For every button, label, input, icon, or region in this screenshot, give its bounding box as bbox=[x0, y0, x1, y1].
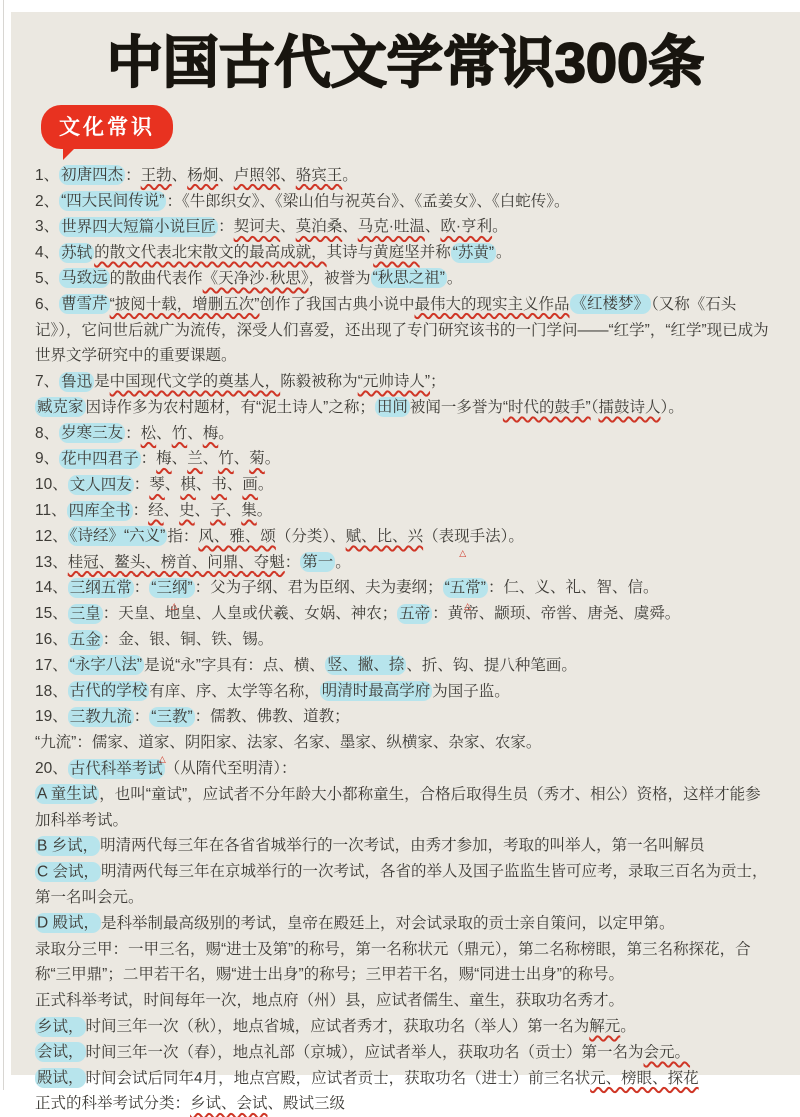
highlight-text: 三纲五常 bbox=[69, 579, 132, 597]
highlight-text: 会试， bbox=[37, 1043, 84, 1061]
text-segment: （表 bbox=[423, 527, 455, 545]
text-segment: ：黄帝、颛顼、帝喾、唐尧、虞舜。 bbox=[432, 605, 681, 623]
underlined-text: 画 bbox=[242, 476, 258, 494]
text-segment: 手法）。 bbox=[469, 527, 524, 545]
text-segment: 时间会试后同年4月，地点宫殿，应试者贡士，获取功名（进士）前三名状 bbox=[85, 1069, 591, 1087]
list-item bbox=[35, 756, 772, 782]
text-segment: 。 bbox=[256, 502, 273, 520]
highlight-text: 世界四大短篇小说巨匠 bbox=[61, 218, 217, 236]
highlight-text: 臧克家 bbox=[37, 398, 84, 416]
list-item bbox=[35, 421, 772, 447]
badge-tail-icon bbox=[63, 147, 76, 160]
list-item bbox=[35, 395, 772, 421]
underlined-text: 契诃夫 bbox=[233, 218, 281, 236]
text-segment: 其诗与 bbox=[326, 244, 374, 262]
list-item bbox=[35, 163, 772, 189]
text-segment: 因诗作多为农村题材，有“泥土诗人”之称； bbox=[85, 398, 375, 416]
text-segment: 的散曲代表作 bbox=[109, 269, 203, 287]
text-segment: ，被誉为 bbox=[308, 269, 371, 287]
text-segment: 19、 bbox=[35, 708, 68, 726]
list-item bbox=[35, 988, 772, 1014]
underlined-text: 松 bbox=[140, 424, 157, 442]
underlined-text: 的散文代表北宋散文的最高成就， bbox=[94, 244, 327, 262]
text-segment: 、 bbox=[202, 450, 219, 468]
highlight-text: “四大民间传说” bbox=[61, 192, 165, 210]
highlight-text: 田间 bbox=[376, 398, 408, 416]
content-list bbox=[35, 163, 772, 1117]
text-segment: 陈毅被称为 bbox=[280, 373, 358, 391]
underlined-text: 解元 bbox=[589, 1018, 621, 1036]
text-segment: 、殿试三级 bbox=[267, 1095, 346, 1113]
underlined-text: 史 bbox=[179, 502, 195, 520]
highlight-text: 花中四君子 bbox=[61, 450, 139, 468]
list-item bbox=[35, 653, 772, 679]
text-segment: 10、 bbox=[35, 476, 68, 494]
text-segment: 。 bbox=[257, 476, 274, 494]
highlight-text: “三纲” △ bbox=[149, 578, 194, 598]
text-segment: 。 bbox=[492, 218, 508, 236]
highlight-text: 文人四友 bbox=[69, 476, 132, 494]
list-item bbox=[35, 498, 772, 524]
underlined-text: 卢照邻 bbox=[233, 166, 281, 184]
list-item bbox=[35, 446, 772, 472]
underlined-text: 中国现代文学的奠基人， bbox=[109, 373, 281, 391]
highlight-text: 明清时最高学府 bbox=[321, 682, 431, 700]
list-item bbox=[35, 214, 772, 240]
text-segment: 。 bbox=[496, 244, 512, 262]
text-segment: 6、 bbox=[35, 295, 60, 313]
text-segment: 时间三年一次（秋），地点省城，应试者秀才，获取功名（举人）第一名为 bbox=[85, 1018, 590, 1036]
left-border-line bbox=[3, 0, 4, 1090]
underlined-text: 王勃 bbox=[140, 166, 172, 184]
highlight-text: 《红楼梦》 bbox=[571, 295, 650, 313]
underlined-text: 兰 bbox=[187, 450, 203, 468]
text-segment: 9、 bbox=[35, 450, 60, 468]
underlined-text: 欧·亨利 bbox=[440, 218, 493, 236]
text-segment: 8、 bbox=[35, 424, 60, 442]
text-segment: 。 bbox=[342, 166, 358, 184]
underlined-text: 桂冠、鳌头、榜首、问鼎、夺魁 bbox=[67, 553, 285, 571]
text-segment: 12、 bbox=[35, 527, 68, 545]
text-segment: 15、 bbox=[35, 605, 68, 623]
text-segment: 、 bbox=[187, 424, 203, 442]
text-segment: 。 bbox=[218, 424, 234, 442]
highlight-text: 竖、撇、捺 bbox=[326, 656, 405, 674]
list-item bbox=[35, 524, 772, 550]
highlight-text: 曹雪芹 bbox=[61, 295, 108, 313]
category-badge-label: 文化常识 bbox=[59, 115, 155, 139]
paper-background bbox=[11, 12, 800, 1113]
text-segment: 3、 bbox=[35, 218, 60, 236]
text-segment: 、 bbox=[280, 166, 296, 184]
list-item bbox=[35, 292, 772, 369]
text-segment: ：天皇、地皇、人皇或伏羲、女娲、神农； bbox=[102, 605, 398, 623]
underlined-text: 书 bbox=[211, 476, 227, 494]
underlined-text: “元帅诗人” bbox=[357, 373, 431, 391]
text-segment: ）。 bbox=[660, 398, 684, 416]
list-item bbox=[35, 627, 772, 653]
underlined-text: 梅 bbox=[202, 424, 219, 442]
list-item bbox=[35, 472, 772, 498]
list-item bbox=[35, 679, 772, 705]
highlight-text: 《诗经》“六义” bbox=[69, 527, 166, 545]
text-segment: 是说“永”字具有：点、横、 bbox=[144, 656, 325, 674]
text-segment: 正式科举考试，时间每年一次，地点府（州）县，应试者儒生、童生，获取功名秀才。 bbox=[35, 992, 625, 1010]
underlined-text: 集 bbox=[241, 502, 257, 520]
text-segment: 20、 bbox=[35, 760, 68, 778]
text-segment: 、 bbox=[225, 502, 242, 520]
highlight-text: 三皇 bbox=[69, 605, 101, 623]
text-segment: 、 bbox=[163, 502, 180, 520]
text-segment: 被闻一多誉为 bbox=[409, 398, 503, 416]
text-segment: 正式的科举考试分类： bbox=[35, 1095, 191, 1113]
text-segment: ； bbox=[430, 373, 446, 391]
highlight-text: 殿试， bbox=[37, 1069, 84, 1087]
highlight-text: 五帝 bbox=[399, 605, 431, 623]
text-segment: ： bbox=[133, 708, 150, 726]
text-segment: ： bbox=[140, 450, 157, 468]
text-segment: 。 bbox=[264, 450, 281, 468]
highlight-text: 马致远 bbox=[61, 269, 108, 287]
text-segment: （ bbox=[590, 398, 599, 416]
text-segment: 明清两代每三年在京城举行的一次考试，各省的举人及国子监监生皆可应考，录取三百名为贡士，第一名叫会元。 bbox=[35, 863, 768, 907]
text-segment: 、 bbox=[194, 502, 211, 520]
text-segment: （从隋代至明清）： bbox=[164, 760, 297, 778]
list-item bbox=[35, 1066, 772, 1092]
list-item bbox=[35, 1040, 772, 1066]
text-segment: 1、 bbox=[35, 166, 60, 184]
text-segment: 是 bbox=[94, 373, 110, 391]
highlight-text: C 会试， bbox=[37, 863, 100, 881]
text-segment: 、 bbox=[156, 424, 172, 442]
list-item bbox=[35, 550, 772, 576]
text-segment: 5、 bbox=[35, 269, 60, 287]
underlined-text: 竹 bbox=[171, 424, 188, 442]
underlined-text: 骆宾王 bbox=[295, 166, 343, 184]
text-segment: 18、 bbox=[35, 682, 68, 700]
list-item bbox=[35, 911, 772, 937]
list-item bbox=[35, 369, 772, 395]
highlight-text: 乡试， bbox=[37, 1018, 84, 1036]
highlight-text: B 乡试， bbox=[37, 837, 99, 855]
highlight-text: “秋思之祖” bbox=[372, 269, 445, 287]
text-segment: 。 bbox=[446, 269, 463, 287]
category-badge bbox=[41, 105, 173, 149]
text-segment: 时间三年一次（春），地点礼部（京城），应试者举人，获取功名（贡士）第一名为 bbox=[85, 1043, 644, 1061]
list-item bbox=[35, 937, 772, 989]
text-segment: 、 bbox=[424, 218, 441, 236]
underlined-text: 会元。 bbox=[643, 1043, 691, 1061]
underlined-text: 经 bbox=[148, 502, 164, 520]
text-segment: 。 bbox=[335, 553, 351, 571]
list-item bbox=[35, 601, 772, 627]
list-item bbox=[35, 833, 772, 859]
highlight-text: “三教” bbox=[151, 708, 193, 726]
text-segment: 、 bbox=[195, 476, 212, 494]
highlight-text: 三教九流 bbox=[69, 708, 132, 726]
text-segment: ： bbox=[218, 218, 234, 236]
text-segment: 11、 bbox=[35, 502, 67, 520]
page-title: 中国古代文学常识300条 bbox=[106, 31, 705, 94]
list-item bbox=[35, 782, 772, 834]
text-segment: 、 bbox=[171, 450, 188, 468]
highlight-text: 第一 bbox=[302, 553, 334, 571]
highlight-text: D 殿试， bbox=[37, 914, 100, 932]
highlight-text: “五常” △ bbox=[443, 578, 488, 598]
underlined-text: 棋 bbox=[180, 476, 196, 494]
text-segment: ： bbox=[125, 166, 141, 184]
text-segment: 创作了我国古典小说中 bbox=[259, 295, 415, 313]
text-segment: 有庠、序、太学等名称， bbox=[149, 682, 320, 700]
text-segment: ： bbox=[133, 579, 150, 597]
highlight-text: “苏黄” bbox=[452, 244, 495, 262]
underlined-text: 菊 bbox=[249, 450, 265, 468]
list-item bbox=[35, 266, 772, 292]
text-segment: 、 bbox=[164, 476, 181, 494]
text-segment: 指： bbox=[167, 527, 199, 545]
text-segment: 。 bbox=[620, 1018, 636, 1036]
highlight-text: 苏轼 bbox=[61, 244, 93, 262]
text-segment: 2、 bbox=[35, 192, 60, 210]
highlight-text: 古代的学校 bbox=[69, 682, 148, 700]
text-segment: 、 bbox=[233, 450, 250, 468]
text-segment: 、 bbox=[171, 166, 188, 184]
text-segment: 并称 bbox=[419, 244, 451, 262]
text-segment: 是科举制最高级别的考试，皇帝在殿廷上，对会试录取的贡士亲自策问，以定甲第。 bbox=[101, 914, 675, 932]
text-segment: 家 △ bbox=[154, 734, 170, 751]
text-segment: 现 △ bbox=[454, 528, 470, 545]
underlined-text: 乡试、会试 bbox=[190, 1095, 268, 1113]
underlined-text: 子 bbox=[210, 502, 226, 520]
highlight-text: “永字八法” bbox=[69, 656, 143, 674]
text-segment: 4、 bbox=[35, 244, 60, 262]
text-segment: 、折、钩、提八种笔画。 bbox=[406, 656, 577, 674]
underlined-text: “时代的鼓手” bbox=[502, 398, 591, 416]
text-segment: “九流”：儒家、道 bbox=[35, 734, 154, 752]
list-item bbox=[35, 189, 772, 215]
highlight-text: 五金 bbox=[69, 631, 101, 649]
text-segment: 17、 bbox=[35, 656, 68, 674]
list-item bbox=[35, 240, 772, 266]
text-segment: 14、 bbox=[35, 579, 68, 597]
text-segment: 7、 bbox=[35, 373, 60, 391]
text-segment: ：父为子纲、君为臣纲、夫为妻纲； bbox=[194, 579, 443, 597]
text-segment: 、 bbox=[280, 218, 296, 236]
text-segment: ： bbox=[132, 502, 149, 520]
underlined-text: 莫泊桑 bbox=[295, 218, 343, 236]
underlined-text: 元、榜眼、探花 bbox=[590, 1069, 699, 1087]
underlined-text: 竹 bbox=[218, 450, 234, 468]
text-segment: 、 bbox=[218, 166, 234, 184]
text-segment: ，也叫“童试”，应试者不分年龄大小都称童生，合格后取得生员（秀才、相公）资格，这样才能参加科举考试。 bbox=[35, 785, 761, 829]
list-item bbox=[35, 575, 772, 601]
list-item bbox=[35, 1014, 772, 1040]
underlined-text: 最伟大的现实主义作品 bbox=[414, 295, 570, 313]
underlined-text: 琴 bbox=[149, 476, 165, 494]
highlight-text: 岁寒三友 bbox=[61, 424, 124, 442]
list-item bbox=[35, 859, 772, 911]
text-segment: ： bbox=[284, 553, 301, 571]
text-segment: ： bbox=[133, 476, 150, 494]
list-item bbox=[35, 730, 772, 756]
highlight-text: 初唐四杰 bbox=[61, 166, 124, 184]
text-segment: （又称《石头记》），它问世后就广为流传，深受人们喜爱，还出现了专门研究该书的一门学问——“红学”，“红学”现已成为世界文学研究中的重要课题。 bbox=[35, 295, 769, 365]
list-item bbox=[35, 704, 772, 730]
underlined-text: 《天净沙·秋思》 bbox=[202, 269, 309, 287]
text-segment: （分类）、 bbox=[275, 527, 346, 545]
text-segment: 16、 bbox=[35, 631, 68, 649]
underlined-text: “披阅十载，增删五次” bbox=[109, 295, 260, 313]
text-segment: 为国子监。 bbox=[432, 682, 510, 700]
text-segment: 录取分三甲：一甲三名，赐“进士及第”的称号，第一名称状元（鼎元），第二名称榜眼，第三名称探花，合称“三甲鼎”；二甲若干名，赐“进士出身”的称号；三甲若干名，赐“同进士出身”的称号。 bbox=[35, 940, 751, 984]
underlined-text: 黄庭坚 bbox=[373, 244, 420, 262]
underlined-text: 杨炯 bbox=[187, 166, 219, 184]
text-segment: 、 bbox=[226, 476, 243, 494]
underlined-text: 马克·吐温 bbox=[357, 218, 425, 236]
underlined-text: 擂鼓诗人 bbox=[598, 398, 661, 416]
text-segment: 13、 bbox=[35, 553, 68, 571]
text-segment: 、 bbox=[342, 218, 358, 236]
highlight-text: A 童生试 bbox=[37, 785, 98, 803]
underlined-text: 赋、比、兴 bbox=[345, 527, 424, 545]
text-segment: ：《牛郎织女》、《梁山伯与祝英台》、《孟姜女》、《白蛇传》。 bbox=[166, 192, 570, 210]
highlight-text: 古代科举考试 bbox=[69, 760, 163, 778]
text-segment: ：仁、义、礼、智、信。 bbox=[487, 579, 659, 597]
text-segment: ：儒教、佛教、道教； bbox=[194, 708, 350, 726]
text-segment: 、阴阳家、法家、名家、墨家、纵横家、杂家、农家。 bbox=[169, 734, 542, 752]
text-segment: 明清两代每三年在各省省城举行的一次考试，由秀才参加，考取的叫举人，第一名叫解员 bbox=[100, 837, 705, 855]
text-segment: ：金、银、铜、铁、锡。 bbox=[102, 631, 274, 649]
list-item bbox=[35, 1091, 772, 1117]
highlight-text: 鲁迅 bbox=[61, 373, 93, 391]
text-segment: ： bbox=[125, 424, 141, 442]
underlined-text: 梅 bbox=[156, 450, 172, 468]
highlight-text: 四库全书 bbox=[68, 502, 131, 520]
underlined-text: 风、雅、颂 bbox=[198, 527, 276, 545]
